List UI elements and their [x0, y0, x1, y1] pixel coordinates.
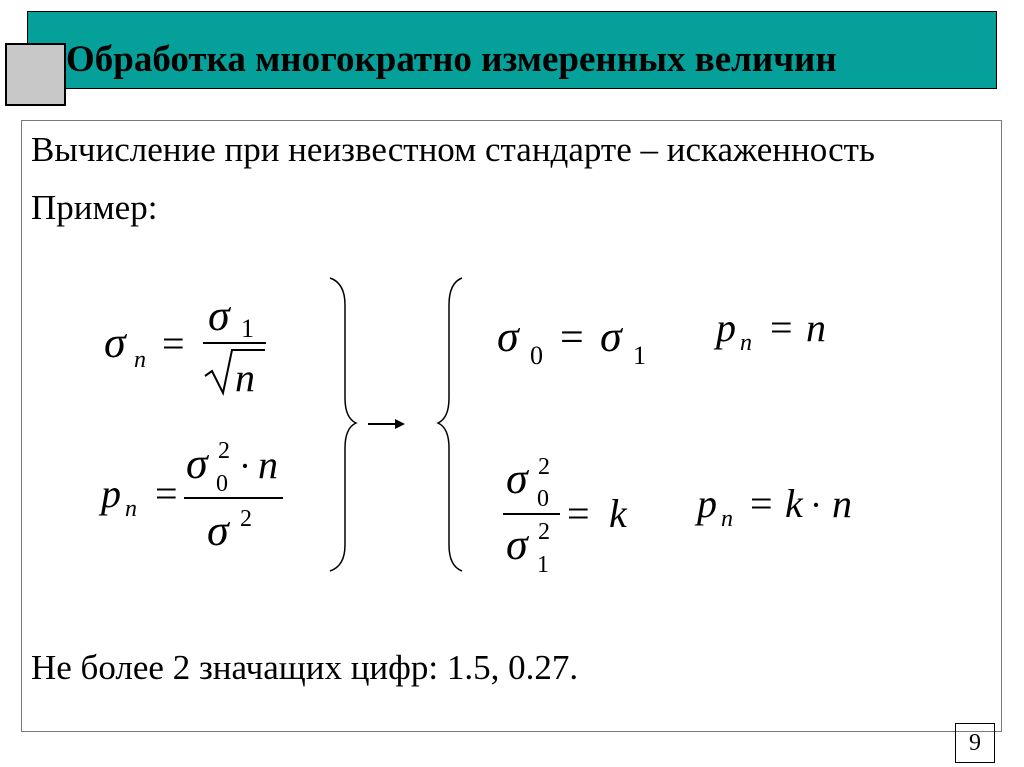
f2-lhs-subscript: n: [125, 496, 137, 522]
f2-den-superscript: 2: [240, 506, 252, 532]
text-line-3: Не более 2 значащих цифр: 1.5, 0.27.: [31, 648, 579, 687]
f5-num-symbol: σ: [506, 454, 528, 503]
f2-dot: ·: [239, 446, 251, 486]
f4-lhs-symbol: p: [716, 305, 736, 350]
f3-equals: =: [560, 315, 584, 361]
f1-num-subscript: 1: [241, 314, 254, 343]
f2-equals: =: [155, 471, 178, 516]
f3-rhs-symbol: σ: [600, 312, 622, 361]
text-line-1: Вычисление при неизвестном стандарте – искаженность: [31, 130, 875, 169]
f2-num-subscript: 0: [216, 471, 228, 497]
f1-den-n: n: [235, 355, 255, 400]
f6-k: k: [785, 481, 803, 526]
f3-lhs-subscript: 0: [530, 341, 543, 370]
f5-den-symbol: σ: [506, 520, 528, 569]
f6-dot: ·: [810, 485, 822, 525]
f2-lhs-symbol: p: [101, 471, 121, 516]
formula-ratio-eq-k: [503, 454, 628, 578]
f6-equals: =: [750, 481, 773, 526]
arrow-right-icon: [368, 419, 405, 429]
f2-num-n: n: [258, 442, 278, 487]
formula-pn-eq-n: [713, 305, 826, 356]
slide-title: Обработка многократно измеренных величин: [66, 39, 837, 80]
f5-num-superscript: 2: [538, 454, 550, 480]
f5-num-subscript: 0: [537, 486, 549, 512]
f5-den-superscript: 2: [538, 519, 550, 545]
f5-den-subscript: 1: [537, 552, 549, 578]
formula-pn-eq-kn: [694, 481, 852, 532]
f6-n: n: [832, 481, 852, 526]
f2-num-symbol: σ: [186, 439, 208, 488]
f2-den-symbol: σ: [207, 506, 229, 555]
f1-lhs-subscript: n: [134, 347, 146, 373]
formula-p-n: [98, 438, 283, 555]
f1-lhs-symbol: σ: [104, 318, 126, 367]
f5-rhs: k: [609, 491, 627, 536]
f4-lhs-subscript: n: [740, 330, 752, 356]
f1-equals: =: [162, 321, 185, 366]
f6-lhs-symbol: p: [697, 481, 717, 526]
f5-equals: =: [567, 491, 590, 536]
right-curly-brace: [330, 278, 356, 571]
f6-lhs-subscript: n: [721, 506, 733, 532]
page-number: 9: [955, 723, 995, 763]
formula-sigma0-eq-sigma1: [497, 312, 646, 370]
left-curly-brace: [438, 278, 462, 571]
f3-rhs-subscript: 1: [633, 341, 646, 370]
f4-rhs: n: [806, 305, 826, 350]
f2-num-superscript: 2: [218, 438, 230, 464]
f4-equals: =: [770, 305, 793, 350]
f3-lhs-symbol: σ: [497, 312, 519, 361]
formula-sigma-n: [104, 291, 266, 400]
text-line-2: Пример:: [31, 188, 158, 227]
f1-num-symbol: σ: [208, 291, 230, 340]
